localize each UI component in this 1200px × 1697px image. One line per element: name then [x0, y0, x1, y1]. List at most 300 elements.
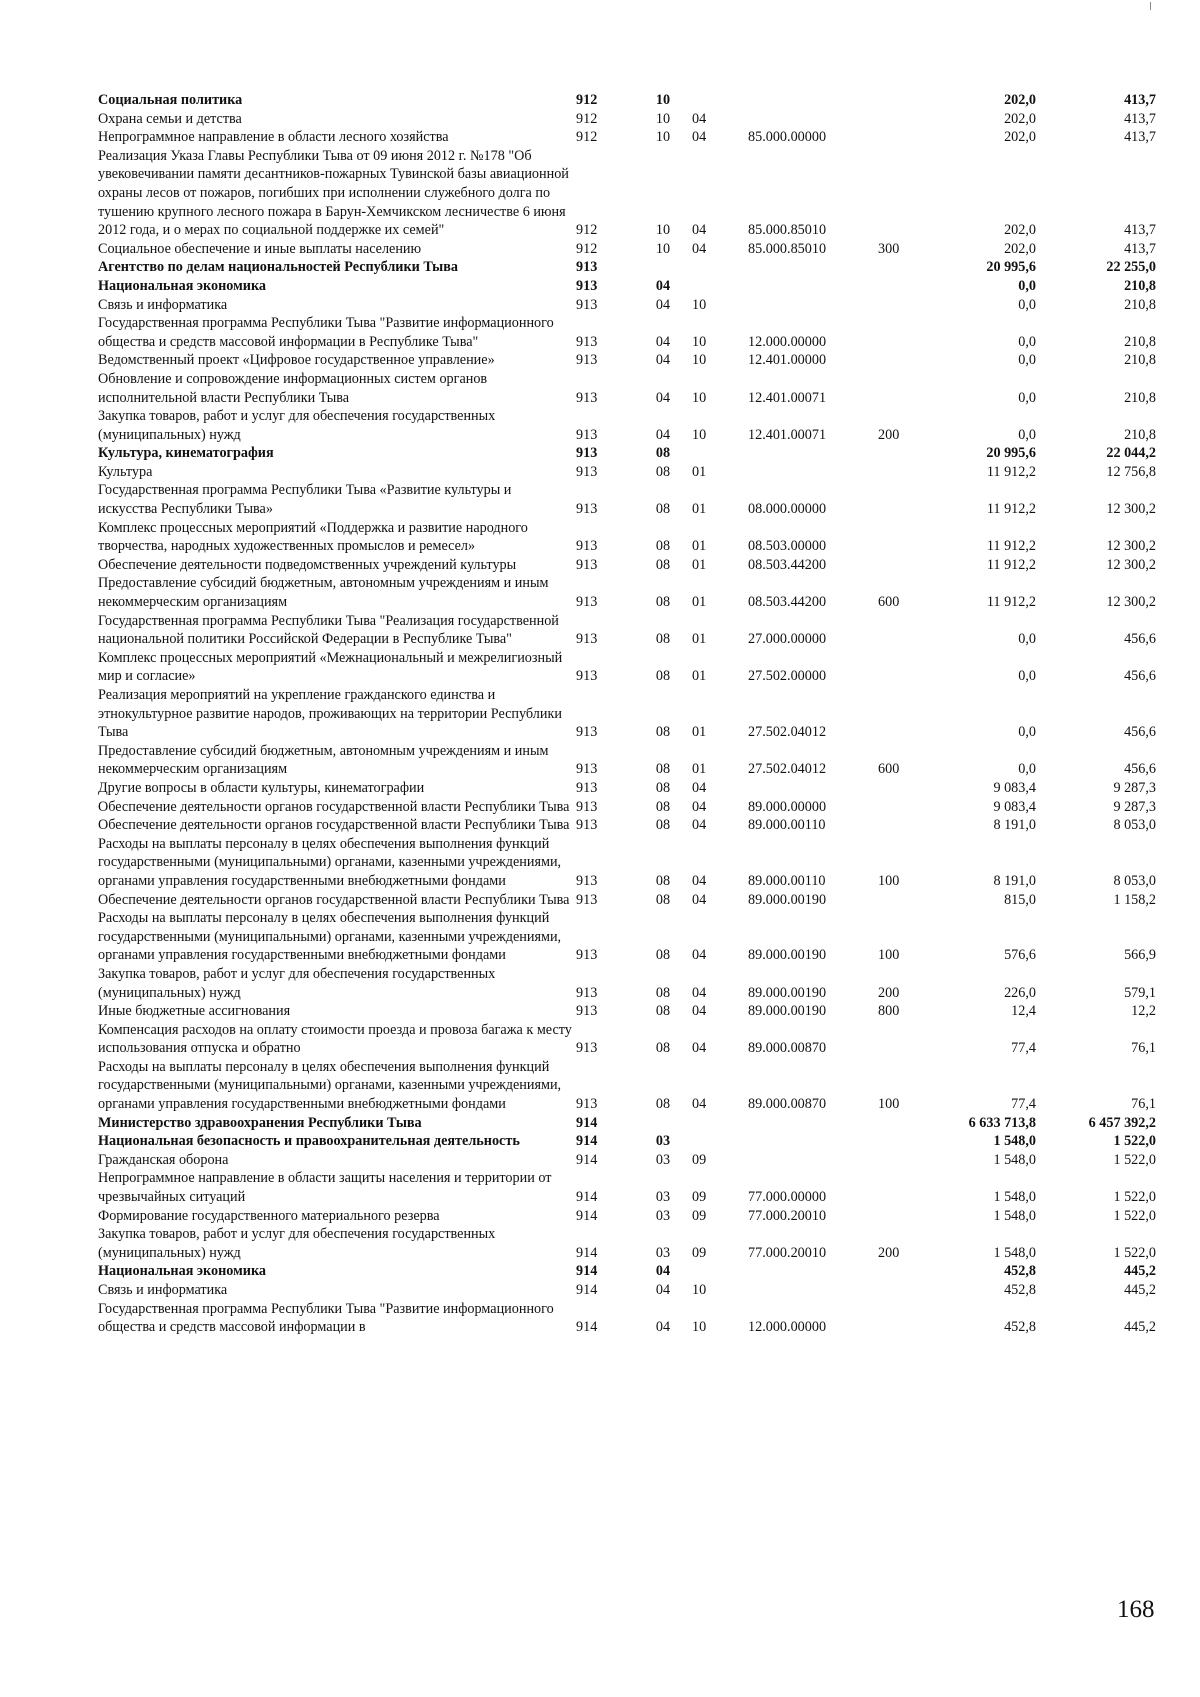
row-name: Комплекс процессных мероприятий «Поддержка и развитие народного творчества, народных художественных промыслов и ремесел» [98, 519, 528, 555]
row-subsection-code: 01 [692, 631, 707, 648]
row-amount-first: 202,0 [1004, 129, 1036, 146]
row-ved-code: 913 [576, 947, 598, 964]
row-amount-second: 22 255,0 [1106, 259, 1156, 276]
row-amount-second: 413,7 [1124, 222, 1156, 239]
row-amount-second: 1 522,0 [1113, 1151, 1156, 1168]
row-amount-first: 11 912,2 [986, 556, 1036, 573]
table-row [98, 1021, 1156, 1058]
row-expense-type [878, 891, 926, 910]
row-amount-first: 0,0 [1018, 761, 1036, 778]
row-expense-type [878, 370, 926, 407]
row-subsection-code: 04 [692, 240, 707, 257]
row-name: Обеспечение деятельности органов государственной власти Республики Тыва [98, 891, 570, 908]
row-section-code: 08 [655, 984, 671, 1001]
row-subsection-code: 04 [692, 872, 707, 889]
row-amount-second: 413,7 [1124, 240, 1156, 257]
row-amount-first: 77,4 [1011, 1096, 1036, 1113]
row-ved-code: 913 [576, 817, 598, 834]
row-amount-first: 202,0 [1004, 92, 1036, 108]
table-row [98, 258, 1156, 277]
row-section-code: 08 [655, 594, 671, 611]
row-section-code: 08 [655, 668, 671, 685]
table-row [98, 91, 1156, 110]
row-amount-first: 0,0 [1018, 426, 1036, 443]
row-expense-type [878, 481, 926, 518]
row-target-article [744, 91, 878, 110]
row-section-code: 04 [655, 1263, 671, 1280]
table-row [98, 110, 1156, 129]
row-ved-code: 913 [576, 798, 598, 815]
row-amount-first: 8 191,0 [993, 872, 1036, 889]
row-amount-second: 210,8 [1124, 389, 1156, 406]
row-target-article: 89.000.00190 [748, 1003, 827, 1020]
row-amount-second: 566,9 [1124, 947, 1156, 964]
table-row [98, 1281, 1156, 1300]
row-name: Предоставление субсидий бюджетным, автономным учреждениям и иным некоммерческим организациям [98, 742, 549, 778]
row-section-code: 10 [655, 129, 671, 146]
row-ved-code: 913 [576, 761, 598, 778]
table-row [98, 481, 1156, 518]
row-ved-code: 913 [576, 631, 598, 648]
row-ved-code: 913 [576, 1040, 598, 1057]
table-row [98, 296, 1156, 315]
row-amount-second: 210,8 [1124, 333, 1156, 350]
row-expense-type [878, 351, 926, 370]
row-amount-second: 12 300,2 [1106, 594, 1156, 611]
row-amount-second: 210,8 [1124, 296, 1156, 313]
row-expense-type: 300 [878, 240, 900, 257]
row-target-article [744, 444, 878, 463]
row-amount-first: 0,0 [1018, 631, 1036, 648]
row-expense-type [878, 1300, 926, 1337]
row-ved-code: 914 [576, 1189, 598, 1206]
row-expense-type [878, 110, 926, 129]
row-name: Непрограммное направление в области лесного хозяйства [98, 129, 449, 146]
table-row [98, 519, 1156, 556]
row-amount-second: 456,6 [1124, 761, 1156, 778]
row-name: Культура [98, 463, 153, 480]
row-amount-first: 452,8 [1004, 1263, 1036, 1280]
row-expense-type [878, 258, 926, 277]
row-name: Реализация мероприятий на укрепление гражданского единства и этнокультурное развитие народов, проживающих на территории Республики Тыва [98, 687, 562, 741]
row-section-code: 08 [655, 445, 671, 462]
row-target-article: 08.503.00000 [748, 538, 827, 555]
row-target-article [744, 110, 878, 129]
row-name: Расходы на выплаты персоналу в целях обеспечения выполнения функций государственными (муниципальными) органами, казенными учреждениями, органами управления государственными внебюджетными фондами [98, 910, 562, 964]
row-name: Реализация Указа Главы Республики Тыва от 09 июня 2012 г. №178 "Об увековечивании памяти десантников-пожарных Тувинской базы авиационной охраны лесов от пожаров, погибших при исполнении служебного долга по тушению крупного лесного пожара в Барун-Хемчикском лесничестве 6 июня 2012 года, и о мерах по социальной поддержке их семей" [98, 147, 569, 239]
row-subsection-code [688, 444, 744, 463]
row-name: Иные бюджетные ассигнования [98, 1003, 291, 1020]
row-subsection-code: 01 [692, 501, 707, 518]
row-name: Государственная программа Республики Тыва "Развитие информационного общества и средств массовой информации в Республике Тыва" [98, 315, 554, 350]
row-section-code: 10 [655, 222, 671, 239]
row-target-article: 12.000.00000 [748, 1319, 827, 1336]
row-target-article: 12.000.00000 [748, 333, 827, 350]
row-expense-type: 100 [878, 872, 900, 889]
row-section-code: 08 [655, 724, 671, 741]
table-row [98, 1151, 1156, 1170]
row-target-article [744, 277, 878, 296]
row-amount-first: 11 912,2 [986, 501, 1036, 518]
row-name: Обеспечение деятельности подведомственных учреждений культуры [98, 556, 517, 573]
row-amount-second: 12 300,2 [1106, 538, 1156, 555]
row-target-article: 89.000.00190 [748, 891, 827, 908]
row-name: Социальное обеспечение и иные выплаты населению [98, 240, 422, 257]
row-subsection-code: 04 [692, 222, 707, 239]
row-expense-type [878, 1021, 926, 1058]
row-expense-type [878, 1281, 926, 1300]
row-amount-first: 452,8 [1004, 1282, 1036, 1298]
table-row [98, 240, 1156, 259]
row-ved-code: 912 [576, 240, 598, 257]
row-subsection-code: 04 [692, 817, 707, 834]
row-amount-first: 0,0 [1018, 296, 1036, 313]
row-subsection-code: 10 [692, 352, 707, 369]
row-subsection-code: 09 [692, 1207, 707, 1224]
table-row [98, 612, 1156, 649]
row-section-code: 08 [655, 779, 671, 796]
row-ved-code: 913 [576, 463, 598, 480]
row-section-code: 08 [655, 947, 671, 964]
row-subsection-code: 10 [692, 296, 707, 313]
row-ved-code: 914 [576, 1207, 598, 1224]
row-subsection-code: 04 [692, 129, 707, 146]
row-ved-code: 914 [576, 1151, 598, 1168]
row-ved-code: 913 [576, 296, 598, 313]
row-target-article: 12.401.00000 [748, 352, 827, 369]
table-row [98, 463, 1156, 482]
table-row [98, 1132, 1156, 1151]
row-expense-type [878, 1262, 926, 1281]
row-target-article: 08.503.44200 [748, 594, 827, 611]
row-expense-type [878, 147, 926, 240]
row-expense-type [878, 1151, 926, 1170]
table-row [98, 816, 1156, 835]
row-ved-code: 913 [576, 668, 598, 685]
table-row [98, 147, 1156, 240]
table-row [98, 1002, 1156, 1021]
row-name: Обеспечение деятельности органов государственной власти Республики Тыва [98, 798, 570, 815]
row-subsection-code: 10 [692, 1282, 707, 1298]
row-expense-type: 200 [878, 426, 900, 443]
row-name: Формирование государственного материального резерва [98, 1207, 440, 1224]
row-target-article: 27.502.04012 [748, 761, 827, 778]
row-expense-type [878, 1114, 926, 1133]
row-expense-type: 100 [878, 947, 900, 964]
row-amount-first: 11 912,2 [986, 463, 1036, 480]
row-name: Расходы на выплаты персоналу в целях обеспечения выполнения функций государственными (муниципальными) органами, казенными учреждениями, органами управления государственными внебюджетными фондами [98, 835, 562, 889]
row-section-code: 04 [655, 333, 671, 350]
row-section-code: 08 [655, 817, 671, 834]
row-expense-type [878, 1207, 926, 1226]
row-amount-first: 0,0 [1018, 333, 1036, 350]
row-target-article: 89.000.00870 [748, 1096, 827, 1113]
row-name: Комплекс процессных мероприятий «Межнациональный и межрелигиозный мир и согласие» [98, 649, 563, 685]
row-ved-code: 914 [576, 1244, 598, 1261]
row-section-code: 03 [655, 1189, 671, 1206]
row-section-code: 10 [655, 92, 671, 108]
row-expense-type [878, 277, 926, 296]
row-subsection-code: 01 [692, 594, 707, 611]
row-name: Компенсация расходов на оплату стоимости проезда и провоза багажа к месту использования отпуска и обратно [98, 1021, 572, 1057]
row-section-code: 04 [655, 1319, 671, 1336]
table-row [98, 370, 1156, 407]
row-subsection-code: 04 [692, 947, 707, 964]
row-target-article [744, 1132, 878, 1151]
row-name: Государственная программа Республики Тыва «Развитие культуры и искусства Республики Тыва» [98, 482, 512, 518]
row-ved-code: 913 [576, 259, 598, 276]
row-subsection-code: 10 [692, 333, 707, 350]
row-subsection-code [688, 1262, 744, 1281]
row-expense-type [878, 91, 926, 110]
scan-speck [1150, 2, 1151, 10]
row-name: Ведомственный проект «Цифровое государственное управление» [98, 352, 495, 369]
row-expense-type: 200 [878, 1244, 900, 1261]
page-number: 168 [1117, 1596, 1155, 1623]
table-row [98, 128, 1156, 147]
table-row [98, 1207, 1156, 1226]
row-section-code: 04 [655, 1282, 671, 1298]
row-ved-code: 913 [576, 891, 598, 908]
row-name: Национальная экономика [98, 1263, 267, 1280]
row-target-article: 89.000.00190 [748, 947, 827, 964]
row-subsection-code: 04 [692, 798, 707, 815]
row-ved-code: 913 [576, 538, 598, 555]
table-row [98, 351, 1156, 370]
row-name: Закупка товаров, работ и услуг для обеспечения государственных (муниципальных) нужд [98, 965, 496, 1001]
row-target-article [744, 1151, 878, 1170]
row-amount-second: 445,2 [1124, 1319, 1156, 1336]
row-amount-second: 413,7 [1124, 110, 1156, 127]
row-amount-first: 12,4 [1011, 1003, 1036, 1020]
row-subsection-code: 01 [692, 761, 707, 778]
budget-table [98, 91, 1156, 1337]
row-amount-second: 9 287,3 [1113, 779, 1156, 796]
row-name: Государственная программа Республики Тыва "Развитие информационного общества и средств массовой информации в [98, 1300, 554, 1336]
row-name: Национальная экономика [98, 277, 267, 294]
row-amount-first: 226,0 [1004, 984, 1036, 1001]
row-amount-second: 12 300,2 [1106, 501, 1156, 518]
row-subsection-code: 04 [692, 1040, 707, 1057]
row-amount-second: 1 158,2 [1113, 891, 1156, 908]
row-amount-second: 76,1 [1131, 1096, 1156, 1113]
row-section-code: 08 [655, 538, 671, 555]
row-amount-first: 9 083,4 [993, 779, 1036, 796]
row-amount-second: 9 287,3 [1113, 798, 1156, 815]
row-section-code: 04 [655, 426, 671, 443]
table-row [98, 779, 1156, 798]
table-body [98, 91, 1156, 1337]
row-subsection-code: 10 [692, 1319, 707, 1336]
row-name: Другие вопросы в области культуры, кинематографии [98, 779, 425, 796]
row-ved-code: 914 [576, 1282, 598, 1298]
row-section-code: 04 [655, 352, 671, 369]
row-section-code: 08 [655, 1040, 671, 1057]
row-amount-first: 11 912,2 [986, 538, 1036, 555]
row-amount-first: 8 191,0 [993, 817, 1036, 834]
row-amount-second: 456,6 [1124, 724, 1156, 741]
row-section-code: 08 [655, 798, 671, 815]
row-target-article: 85.000.85010 [748, 222, 827, 239]
row-amount-first: 815,0 [1004, 891, 1036, 908]
row-ved-code: 913 [576, 556, 598, 573]
row-name: Связь и информатика [98, 296, 228, 313]
row-section-code: 08 [655, 631, 671, 648]
row-target-article: 27.502.04012 [748, 724, 827, 741]
row-amount-first: 20 995,6 [986, 445, 1036, 462]
table-row [98, 1058, 1156, 1114]
row-ved-code: 912 [576, 222, 598, 239]
row-name: Социальная политика [98, 92, 243, 108]
table-row [98, 686, 1156, 742]
row-ved-code: 913 [576, 277, 598, 294]
row-ved-code: 912 [576, 129, 598, 146]
row-target-article: 77.000.20010 [748, 1244, 827, 1261]
row-amount-second: 6 457 392,2 [1088, 1114, 1156, 1131]
table-row [98, 1169, 1156, 1206]
row-section-code: 10 [655, 110, 671, 127]
row-ved-code: 913 [576, 594, 598, 611]
row-target-article: 12.401.00071 [748, 389, 827, 406]
row-expense-type [878, 1169, 926, 1206]
row-amount-first: 0,0 [1018, 389, 1036, 406]
row-target-article [744, 296, 878, 315]
row-name: Расходы на выплаты персоналу в целях обеспечения выполнения функций государственными (муниципальными) органами, казенными учреждениями, органами управления государственными внебюджетными фондами [98, 1058, 562, 1113]
row-target-article: 27.502.00000 [748, 668, 827, 685]
row-name: Предоставление субсидий бюджетным, автономным учреждениям и иным некоммерческим организациям [98, 575, 549, 611]
table-row [98, 1114, 1156, 1133]
row-target-article: 27.000.00000 [748, 631, 827, 648]
row-subsection-code [688, 1132, 744, 1151]
row-amount-second: 8 053,0 [1113, 872, 1156, 889]
table-row [98, 835, 1156, 891]
row-section-code [638, 1114, 688, 1133]
row-target-article: 89.000.00190 [748, 984, 827, 1001]
row-amount-first: 1 548,0 [993, 1133, 1036, 1150]
row-amount-second: 456,6 [1124, 668, 1156, 685]
row-target-article: 08.000.00000 [748, 501, 827, 518]
row-subsection-code [688, 277, 744, 296]
row-section-code: 08 [655, 872, 671, 889]
row-amount-second: 210,8 [1124, 426, 1156, 443]
table-row [98, 277, 1156, 296]
row-target-article [744, 1114, 878, 1133]
row-amount-second: 1 522,0 [1113, 1189, 1156, 1206]
table-row [98, 1300, 1156, 1337]
table-row [98, 798, 1156, 817]
row-name: Связь и информатика [98, 1282, 228, 1298]
table-row [98, 909, 1156, 965]
row-ved-code: 913 [576, 984, 598, 1001]
row-name: Гражданская оборона [98, 1151, 229, 1168]
row-section-code: 08 [655, 1096, 671, 1113]
row-expense-type [878, 128, 926, 147]
row-amount-first: 0,0 [1018, 277, 1036, 294]
row-name: Непрограммное направление в области защиты населения и территории от чрезвычайных ситуаций [98, 1170, 552, 1206]
row-amount-first: 0,0 [1018, 352, 1036, 369]
row-ved-code: 914 [576, 1133, 598, 1150]
row-subsection-code: 04 [692, 110, 707, 127]
row-amount-first: 1 548,0 [993, 1189, 1036, 1206]
row-name: Обеспечение деятельности органов государственной власти Республики Тыва [98, 817, 570, 834]
row-subsection-code: 10 [692, 426, 707, 443]
row-section-code: 04 [655, 277, 671, 294]
row-amount-second: 22 044,2 [1106, 445, 1156, 462]
row-subsection-code: 09 [692, 1189, 707, 1206]
row-ved-code: 913 [576, 352, 598, 369]
row-ved-code: 913 [576, 426, 598, 443]
row-target-article [744, 258, 878, 277]
row-subsection-code: 04 [692, 891, 707, 908]
row-section-code: 03 [655, 1207, 671, 1224]
row-amount-first: 1 548,0 [993, 1207, 1036, 1224]
table-row [98, 556, 1156, 575]
row-ved-code: 912 [576, 92, 598, 108]
row-name: Государственная программа Республики Тыва "Реализация государственной национальной политики Российской Федерации в Республике Тыва" [98, 612, 559, 648]
row-section-code: 03 [655, 1151, 671, 1168]
row-subsection-code: 01 [692, 724, 707, 741]
row-section-code: 04 [655, 389, 671, 406]
row-amount-first: 202,0 [1004, 110, 1036, 127]
row-target-article: 85.000.85010 [748, 240, 827, 257]
row-target-article: 12.401.00071 [748, 426, 827, 443]
row-target-article [744, 779, 878, 798]
row-expense-type: 100 [878, 1096, 900, 1113]
row-expense-type: 600 [878, 594, 900, 611]
row-amount-first: 1 548,0 [993, 1151, 1036, 1168]
row-expense-type [878, 519, 926, 556]
row-subsection-code: 04 [692, 779, 707, 796]
table-row [98, 407, 1156, 444]
row-target-article [744, 1281, 878, 1300]
row-amount-first: 20 995,6 [986, 259, 1036, 276]
row-amount-first: 11 912,2 [986, 594, 1036, 611]
row-ved-code: 913 [576, 389, 598, 406]
row-amount-second: 413,7 [1124, 92, 1156, 108]
row-subsection-code: 10 [692, 389, 707, 406]
row-amount-second: 456,6 [1124, 631, 1156, 648]
row-ved-code: 913 [576, 779, 598, 796]
row-subsection-code: 01 [692, 668, 707, 685]
row-target-article: 85.000.00000 [748, 129, 827, 146]
row-amount-second: 12 300,2 [1106, 556, 1156, 573]
table-row [98, 574, 1156, 611]
row-expense-type [878, 686, 926, 742]
row-ved-code: 914 [576, 1114, 598, 1131]
row-section-code: 10 [655, 240, 671, 257]
row-target-article: 08.503.44200 [748, 556, 827, 573]
row-target-article: 89.000.00110 [748, 817, 826, 834]
row-target-article: 89.000.00870 [748, 1040, 827, 1057]
row-name: Охрана семьи и детства [98, 110, 242, 127]
row-amount-second: 1 522,0 [1113, 1207, 1156, 1224]
row-amount-first: 6 633 713,8 [968, 1114, 1036, 1131]
row-subsection-code: 01 [692, 556, 707, 573]
row-expense-type: 800 [878, 1003, 900, 1020]
table-row [98, 1262, 1156, 1281]
row-amount-second: 8 053,0 [1113, 817, 1156, 834]
row-amount-second: 579,1 [1124, 984, 1156, 1001]
row-amount-second: 413,7 [1124, 129, 1156, 146]
row-amount-first: 452,8 [1004, 1319, 1036, 1336]
row-subsection-code [688, 258, 744, 277]
row-section-code: 08 [655, 556, 671, 573]
row-ved-code: 913 [576, 1096, 598, 1113]
row-target-article: 77.000.20010 [748, 1207, 827, 1224]
row-amount-first: 0,0 [1018, 724, 1036, 741]
row-section-code: 08 [655, 891, 671, 908]
row-amount-first: 576,6 [1004, 947, 1036, 964]
